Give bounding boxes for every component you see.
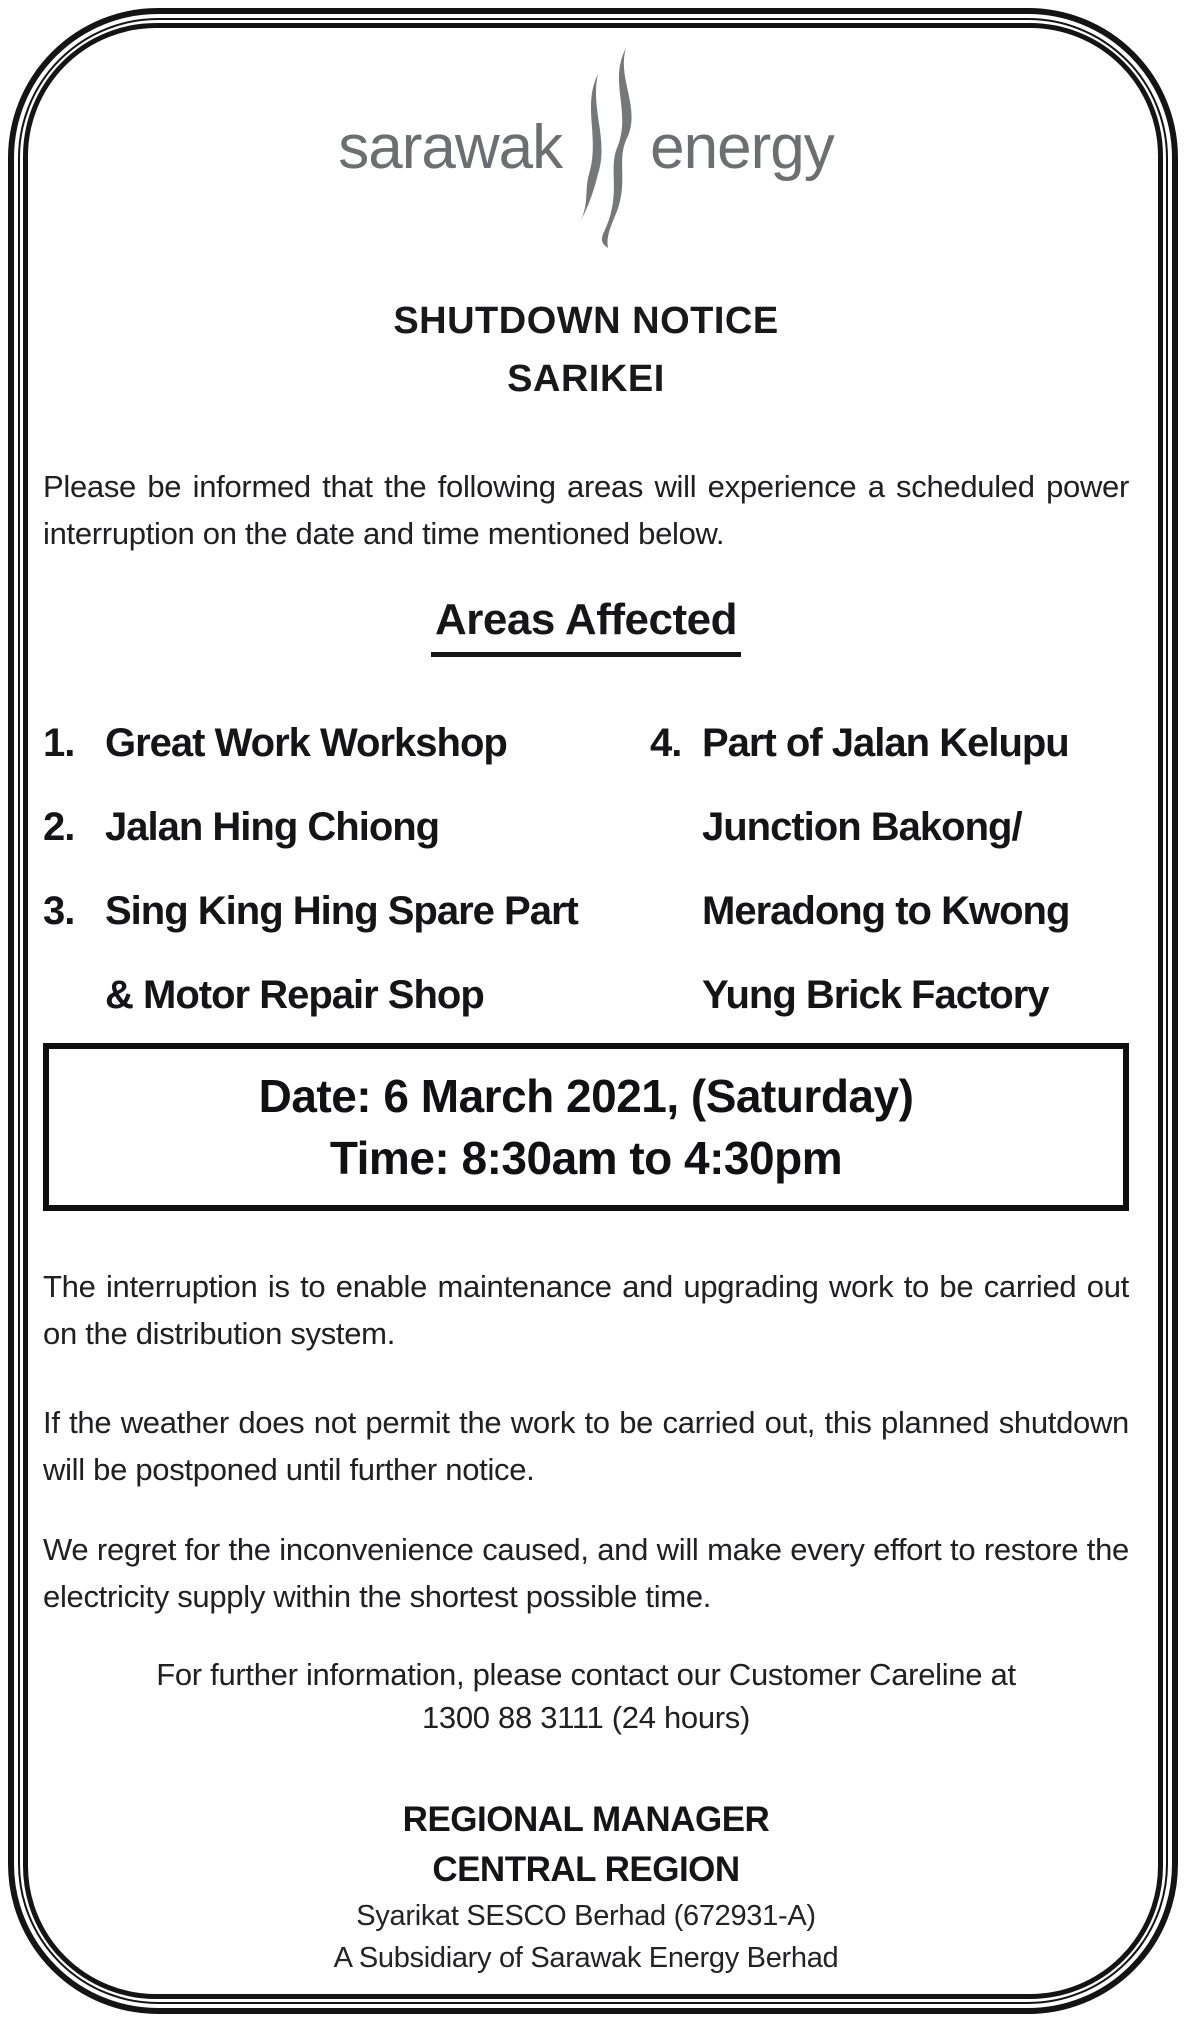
logo-word-sarawak: sarawak (338, 112, 563, 182)
notice-title-line1: SHUTDOWN NOTICE (393, 300, 779, 342)
area-item-number-spacer (650, 869, 702, 953)
area-item-text: Jalan Hing Chiong (105, 805, 440, 849)
area-item-number: 1. (43, 721, 75, 765)
signature-region: CENTRAL REGION (432, 1850, 740, 1889)
schedule-box (43, 1043, 1129, 1211)
notice-title (43, 292, 1129, 408)
area-item-text: & Motor Repair Shop (105, 973, 484, 1017)
area-item-number-spacer (650, 785, 702, 869)
careline-contact (43, 1653, 1129, 1739)
weather-paragraph: If the weather does not permit the work to be carried out, this planned shutdown will be postponed until further notice. (43, 1405, 1129, 1487)
areas-affected-heading-text: Areas Affected (431, 595, 741, 657)
schedule-date: Date: 6 March 2021, (Saturday) (258, 1070, 914, 1122)
signature-block (43, 1795, 1129, 1979)
careline-phone-number: 1300 88 3111 (24 hours) (421, 1700, 751, 1735)
logo-word-energy: energy (650, 112, 834, 182)
sarawak-energy-logo (43, 45, 1129, 250)
area-item-text: Sing King Hing Spare Part (105, 889, 578, 933)
careline-contact-line1: For further information, please contact our Customer Careline at (156, 1657, 1016, 1692)
flame-icon (558, 48, 654, 248)
schedule-time: Time: 8:30am to 4:30pm (329, 1132, 843, 1184)
area-item-text: Yung Brick Factory (702, 973, 1049, 1017)
company-name: Syarikat SESCO Berhad (672931-A) (356, 1900, 816, 1932)
areas-affected-list (43, 701, 1129, 1037)
intro-paragraph: Please be informed that the following areas will experience a scheduled power interruption on the date and time mentioned below. (43, 469, 1129, 551)
area-item-text: Part of Jalan Kelupu (702, 721, 1069, 765)
area-item-number-spacer (43, 953, 105, 1037)
maintenance-paragraph: The interruption is to enable maintenance and upgrading work to be carried out on the distribution system. (43, 1269, 1129, 1351)
area-item-number: 4. (650, 721, 682, 765)
area-item-text: Great Work Workshop (105, 721, 507, 765)
signature-role: REGIONAL MANAGER (402, 1800, 770, 1839)
area-item-number: 3. (43, 889, 75, 933)
area-item-number: 2. (43, 805, 75, 849)
regret-paragraph: We regret for the inconvenience caused, and will make every effort to restore the electricity supply within the shortest possible time. (43, 1532, 1129, 1614)
company-subsidiary-note: A Subsidiary of Sarawak Energy Berhad (333, 1942, 839, 1974)
areas-affected-heading (43, 595, 1129, 657)
area-item-text: Meradong to Kwong (702, 889, 1070, 933)
area-item-text: Junction Bakong/ (702, 805, 1022, 849)
area-item-number-spacer (650, 953, 702, 1037)
notice-content (27, 27, 1159, 1995)
notice-title-line2: SARIKEI (507, 358, 665, 400)
